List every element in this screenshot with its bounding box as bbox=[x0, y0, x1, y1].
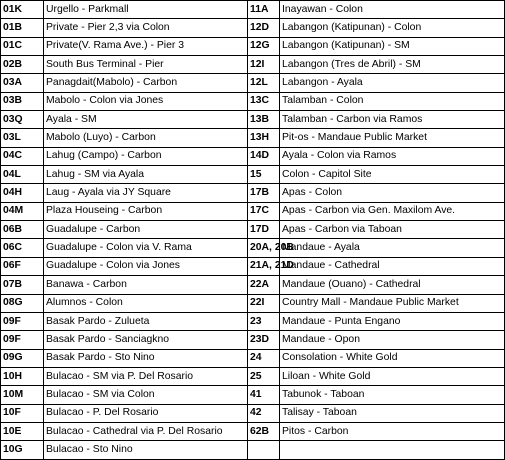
route-code-cell: 23 bbox=[248, 312, 280, 330]
route-code-cell: 01K bbox=[1, 1, 44, 19]
route-table-body bbox=[1, 1, 505, 460]
table-row bbox=[1, 37, 505, 55]
table-row bbox=[1, 294, 505, 312]
route-name-cell: Urgello - Parkmall bbox=[44, 1, 248, 19]
route-code-cell: 10F bbox=[1, 404, 44, 422]
route-code-cell: 13B bbox=[248, 111, 280, 129]
route-code-cell: 22A bbox=[248, 276, 280, 294]
table-row bbox=[1, 221, 505, 239]
route-code-cell: 04C bbox=[1, 147, 44, 165]
route-code-cell: 13C bbox=[248, 92, 280, 110]
route-code-cell: 17B bbox=[248, 184, 280, 202]
route-name-cell: Pit-os - Mandaue Public Market bbox=[280, 129, 505, 147]
route-code-cell: 10E bbox=[1, 422, 44, 440]
route-name-cell: Bulacao - Sto Nino bbox=[44, 441, 248, 459]
route-name-cell: Apas - Colon bbox=[280, 184, 505, 202]
route-code-cell: 22I bbox=[248, 294, 280, 312]
route-code-cell: 12I bbox=[248, 56, 280, 74]
table-row bbox=[1, 367, 505, 385]
route-name-cell: Talisay - Taboan bbox=[280, 404, 505, 422]
route-name-cell: Mabolo - Colon via Jones bbox=[44, 92, 248, 110]
route-code-cell: 09F bbox=[1, 312, 44, 330]
route-name-cell: Mandaue - Punta Engano bbox=[280, 312, 505, 330]
route-name-cell: Liloan - White Gold bbox=[280, 367, 505, 385]
route-code-cell: 04M bbox=[1, 202, 44, 220]
route-code-cell: 25 bbox=[248, 367, 280, 385]
table-row bbox=[1, 276, 505, 294]
route-name-cell: Labangon (Tres de Abril) - SM bbox=[280, 56, 505, 74]
route-code-cell: 15 bbox=[248, 166, 280, 184]
route-code-cell bbox=[248, 441, 280, 459]
route-name-cell: Consolation - White Gold bbox=[280, 349, 505, 367]
route-name-cell: Lahug - SM via Ayala bbox=[44, 166, 248, 184]
route-code-cell: 17D bbox=[248, 221, 280, 239]
route-code-cell: 06F bbox=[1, 257, 44, 275]
route-name-cell: Mandaue - Ayala bbox=[280, 239, 505, 257]
table-row bbox=[1, 74, 505, 92]
route-name-cell: Colon - Capitol Site bbox=[280, 166, 505, 184]
table-row bbox=[1, 1, 505, 19]
route-code-cell: 06B bbox=[1, 221, 44, 239]
table-row bbox=[1, 239, 505, 257]
route-code-cell: 04H bbox=[1, 184, 44, 202]
route-code-cell: 10M bbox=[1, 386, 44, 404]
route-name-cell: South Bus Terminal - Pier bbox=[44, 56, 248, 74]
route-code-cell: 13H bbox=[248, 129, 280, 147]
route-code-cell: 23D bbox=[248, 331, 280, 349]
route-code-cell: 10G bbox=[1, 441, 44, 459]
table-row bbox=[1, 422, 505, 440]
route-code-cell: 24 bbox=[248, 349, 280, 367]
route-code-cell: 11A bbox=[248, 1, 280, 19]
route-name-cell: Bulacao - P. Del Rosario bbox=[44, 404, 248, 422]
route-name-cell: Plaza Houseing - Carbon bbox=[44, 202, 248, 220]
route-name-cell: Talamban - Carbon via Ramos bbox=[280, 111, 505, 129]
route-name-cell: Mabolo (Luyo) - Carbon bbox=[44, 129, 248, 147]
route-name-cell: Panagdait(Mabolo) - Carbon bbox=[44, 74, 248, 92]
table-row bbox=[1, 147, 505, 165]
route-code-cell: 12D bbox=[248, 19, 280, 37]
route-code-cell: 07B bbox=[1, 276, 44, 294]
route-name-cell: Lahug (Campo) - Carbon bbox=[44, 147, 248, 165]
table-row bbox=[1, 129, 505, 147]
table-row bbox=[1, 331, 505, 349]
route-name-cell: Mandaue - Opon bbox=[280, 331, 505, 349]
route-name-cell: Mandaue - Cathedral bbox=[280, 257, 505, 275]
route-name-cell: Private(V. Rama Ave.) - Pier 3 bbox=[44, 37, 248, 55]
table-row bbox=[1, 349, 505, 367]
route-name-cell: Apas - Carbon via Taboan bbox=[280, 221, 505, 239]
route-code-cell: 17C bbox=[248, 202, 280, 220]
table-row bbox=[1, 257, 505, 275]
table-row bbox=[1, 56, 505, 74]
route-name-cell: Guadalupe - Colon via V. Rama bbox=[44, 239, 248, 257]
route-name-cell: Tabunok - Taboan bbox=[280, 386, 505, 404]
route-code-cell: 42 bbox=[248, 404, 280, 422]
route-code-cell: 09F bbox=[1, 331, 44, 349]
route-name-cell: Banawa - Carbon bbox=[44, 276, 248, 294]
route-name-cell: Pitos - Carbon bbox=[280, 422, 505, 440]
table-row bbox=[1, 184, 505, 202]
table-row bbox=[1, 19, 505, 37]
route-code-cell: 12L bbox=[248, 74, 280, 92]
route-code-cell: 04L bbox=[1, 166, 44, 184]
route-name-cell: Labangon (Katipunan) - SM bbox=[280, 37, 505, 55]
table-row bbox=[1, 166, 505, 184]
table-row bbox=[1, 441, 505, 459]
table-row bbox=[1, 386, 505, 404]
route-code-cell: 01C bbox=[1, 37, 44, 55]
route-name-cell: Labangon - Ayala bbox=[280, 74, 505, 92]
route-name-cell: Bulacao - SM via P. Del Rosario bbox=[44, 367, 248, 385]
table-row bbox=[1, 312, 505, 330]
route-name-cell bbox=[280, 441, 505, 459]
route-code-cell: 02B bbox=[1, 56, 44, 74]
route-name-cell: Laug - Ayala via JY Square bbox=[44, 184, 248, 202]
route-name-cell: Ayala - Colon via Ramos bbox=[280, 147, 505, 165]
route-code-cell: 62B bbox=[248, 422, 280, 440]
route-code-cell: 08G bbox=[1, 294, 44, 312]
route-code-cell: 03Q bbox=[1, 111, 44, 129]
route-name-cell: Guadalupe - Colon via Jones bbox=[44, 257, 248, 275]
route-name-cell: Private - Pier 2,3 via Colon bbox=[44, 19, 248, 37]
route-code-cell: 21A, 21D bbox=[248, 257, 280, 275]
route-name-cell: Talamban - Colon bbox=[280, 92, 505, 110]
route-code-cell: 09G bbox=[1, 349, 44, 367]
route-code-cell: 10H bbox=[1, 367, 44, 385]
route-code-cell: 06C bbox=[1, 239, 44, 257]
table-row bbox=[1, 404, 505, 422]
route-name-cell: Labangon (Katipunan) - Colon bbox=[280, 19, 505, 37]
route-name-cell: Alumnos - Colon bbox=[44, 294, 248, 312]
route-name-cell: Inayawan - Colon bbox=[280, 1, 505, 19]
route-name-cell: Ayala - SM bbox=[44, 111, 248, 129]
route-name-cell: Mandaue (Ouano) - Cathedral bbox=[280, 276, 505, 294]
route-code-cell: 41 bbox=[248, 386, 280, 404]
route-name-cell: Basak Pardo - Zulueta bbox=[44, 312, 248, 330]
route-name-cell: Country Mall - Mandaue Public Market bbox=[280, 294, 505, 312]
route-name-cell: Apas - Carbon via Gen. Maxilom Ave. bbox=[280, 202, 505, 220]
route-name-cell: Guadalupe - Carbon bbox=[44, 221, 248, 239]
route-code-cell: 03B bbox=[1, 92, 44, 110]
route-name-cell: Basak Pardo - Sanciagkno bbox=[44, 331, 248, 349]
table-row bbox=[1, 111, 505, 129]
table-row bbox=[1, 92, 505, 110]
route-name-cell: Bulacao - Cathedral via P. Del Rosario bbox=[44, 422, 248, 440]
route-code-cell: 03L bbox=[1, 129, 44, 147]
route-code-cell: 01B bbox=[1, 19, 44, 37]
route-code-cell: 20A, 20B bbox=[248, 239, 280, 257]
route-name-cell: Bulacao - SM via Colon bbox=[44, 386, 248, 404]
route-code-cell: 03A bbox=[1, 74, 44, 92]
route-code-cell: 14D bbox=[248, 147, 280, 165]
route-code-cell: 12G bbox=[248, 37, 280, 55]
table-row bbox=[1, 202, 505, 220]
route-name-cell: Basak Pardo - Sto Nino bbox=[44, 349, 248, 367]
